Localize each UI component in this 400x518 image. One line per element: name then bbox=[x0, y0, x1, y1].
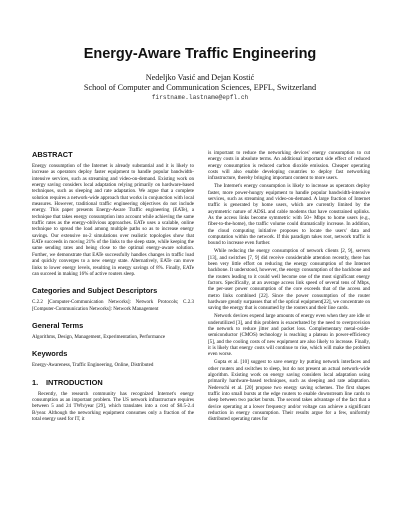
introduction-paragraph: The Internet's energy consumption is likely to increase as operators deploy faster, more power-hungry equipment to handle popular bandwidth-intensive services, such as streaming and video-on-demand. A large fraction of Internet traffic is generated by home users, which are currently limited by the asymmetric nature of ADSL and cable modems that have constrained uplinks. As the access links become symmetric with 50+ Mbps to home users (e.g., fiber-to-the-home), the traffic volume could dramatically increase. In addition, the cloud computing initiative proposes to locate the users' data and computation within the network. If this paradigm takes root, network traffic is bound to increase even further. bbox=[208, 183, 370, 247]
introduction-paragraph: Gupta et al. [10] suggest to save energy by putting network interfaces and other routers and switches to sleep, but do not present an actual network-wide algorithm. Existing work on energy saving considers local adaptation using primarily hardware-based techniques, such as sleeping and rate adaptation. Nedevschi et al. [20] propose two energy saving schemes. The first shapes traffic into small bursts at the edge routers to enable downstream line cards to sleep between two packet bursts. The second takes advantage of the fact that a device operating at a lower frequency and/or voltage can achieve a significant reduction in energy consumption. Their results argue for a few, uniformly distributed operating rates for bbox=[208, 359, 370, 423]
introduction-paragraph: Network devices expend large amounts of energy even when they are idle or underutilized [3], and this problem is exacerbated by the need to overprovision the network to reduce jitter and packet loss. Complementary metal-oxide-semiconductor (CMOS) technology is reaching a plateau in power-efficiency [5], and the cooling costs of new equipment are also likely to increase. Finally, it is likely that energy costs will continue to rise, which will make the problem even worse. bbox=[208, 313, 370, 358]
abstract-text: Energy consumption of the Internet is already substantial and it is likely to increase as operators deploy faster equipment to handle popular bandwidth-intensive services, such as streaming and video-on-demand. Existing work on energy saving considers local adaptation relying primarily on hardware-based techniques, such as sleeping and rate adaptation. We argue that a complete solution requires a network-wide approach that works in conjunction with local measures. However, traditional traffic engineering objectives do not include energy. This paper presents Energy-Aware Traffic engineering (EATe), a technique that takes energy consumption into account while achieving the same traffic rates as the energy-oblivious approaches. EATe uses a scalable, online technique to spread the load among multiple paths so as to increase energy savings. Our extensive ns-2 simulations over realistic topologies show that EATe succeeds in moving 21% of the links to the sleep state, while keeping the same sending rates and being close to the optimal energy-aware solution. Further, we demonstrate that EATe successfully handles changes in traffic load and quickly converges to a new energy state. Alternatively, EATe can move links to lower energy levels, resulting in energy savings of 8%. Finally, EATe can succeed in making 16% of active routers sleep. bbox=[32, 163, 194, 277]
introduction-paragraph: is important to reduce the networking devices' energy consumption to cut energy costs in absolute terms. An additional important side effect of reduced energy consumption is reduced carbon dioxide emission. Cheaper operating costs will also enable developing countries to deploy fast networking infrastructure, thereby bringing important content to more users. bbox=[208, 150, 370, 182]
introduction-heading bbox=[32, 378, 194, 387]
introduction-text-left: Recently, the research community has recognized Internet's energy consumption as an important problem. The US network infrastructure requires between 5 and 24 TWh/year [29], which translates into a cost of $0.5-2.4 B/year. Although the networking equipment consumes only a fraction of the total energy used for IT, it bbox=[32, 390, 194, 422]
paper-authors: Nedeljko Vasić and Dejan Kostić bbox=[145, 73, 255, 82]
introduction-heading-label: INTRODUCTION bbox=[46, 377, 103, 387]
paper-title: Energy-Aware Traffic Engineering bbox=[83, 46, 317, 62]
introduction-paragraph: While reducing the energy consumption of network clients [2, 9], servers [13], and switches [7, 9] did receive considerable attention recently, there has been very little effort on reducing the energy consumption of the Internet backbone. It understood, however, the energy consumption of the backbone and the routers leading to it could well become one of the most significant energy factors. Specifically, at an average access link speed of several tens of Mbps, the per-user power consumption of the core exceeds that of the access and metro links combined [22]. Since the power consumption of the router hardware greatly surpasses that of the optical equipment[22], we concentrate on saving the energy that is consumed by the routers and their line cards. bbox=[208, 248, 370, 312]
introduction-number: 1. bbox=[32, 377, 39, 387]
general-terms-heading: General Terms bbox=[32, 320, 84, 330]
keywords-heading: Keywords bbox=[32, 349, 68, 359]
abstract-heading: ABSTRACT bbox=[32, 150, 73, 159]
left-column bbox=[32, 150, 194, 424]
right-column bbox=[208, 150, 370, 424]
categories-heading: Categories and Subject Descriptors bbox=[32, 286, 158, 296]
paper-email: firstname.lastname@epfl.ch bbox=[151, 94, 249, 101]
keywords-text: Energy-Awareness, Traffic Engineering, Online, Distributed bbox=[32, 362, 154, 369]
paper-affiliation: School of Computer and Communication Sciences, EPFL, Switzerland bbox=[83, 83, 317, 92]
general-terms-text: Algorithms, Design, Management, Experimentation, Performance bbox=[32, 333, 166, 340]
categories-text: C.2.2 [Computer-Communication Networks]: Network Protocols; C.2.3 [Computer-Communication Networks]: Network Management bbox=[32, 299, 194, 312]
